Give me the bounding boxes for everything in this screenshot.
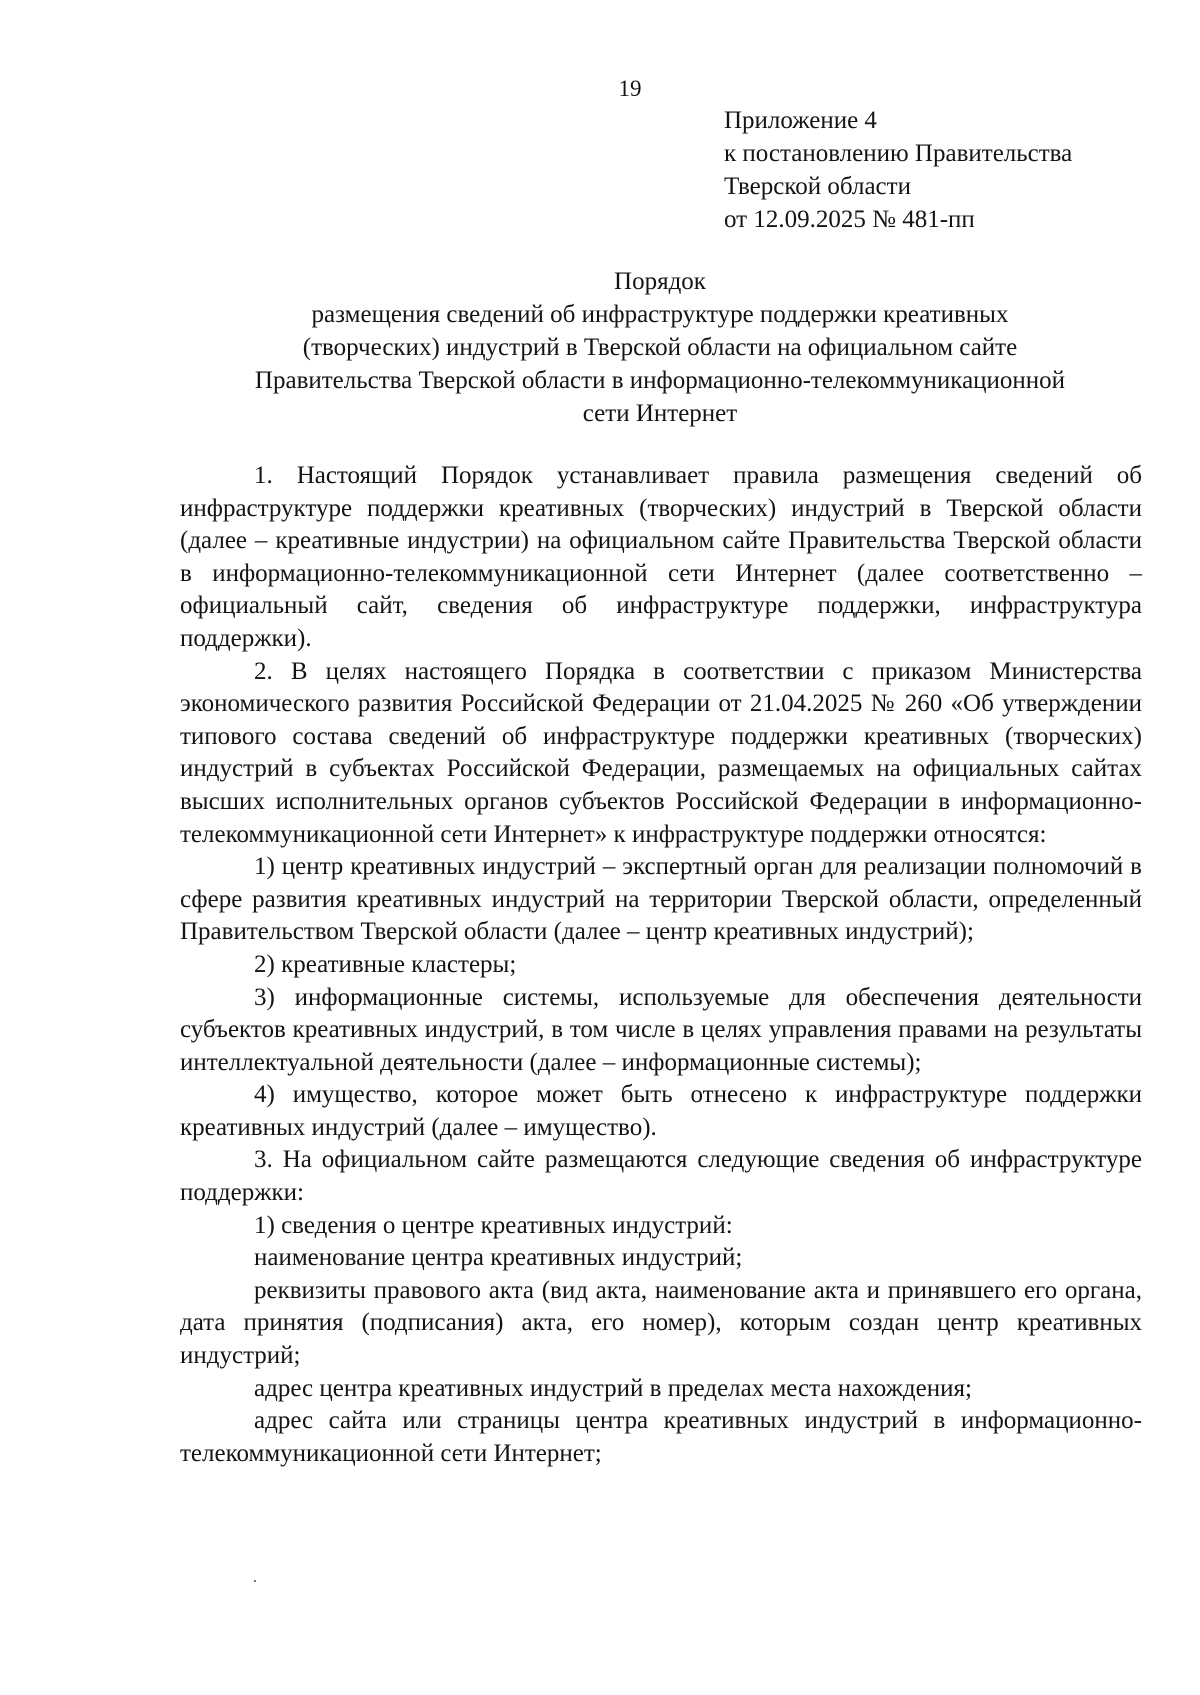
paragraph: 1. Настоящий Порядок устанавливает правила размещения сведений об инфраструктуре поддержки креативных (творческих) индустрий в Тверской области (далее – креативные индустрии) на официальном сайте Правительства Тверской области в информационно-телекоммуникационной сети Интернет (далее соответственно – официальный сайт, сведения об инфраструктуре поддержки, инфраструктура поддержки). — [180, 462, 1142, 652]
paragraph: 1) центр креативных индустрий – экспертный орган для реализации полномочий в сфере развития креативных индустрий на территории Тверской области, определенный Правительством Тверской области (далее – центр креативных индустрий); — [180, 853, 1142, 946]
page-number: 19 — [618, 76, 642, 101]
title-line: Правительства Тверской области в информационно-телекоммуникационной — [254, 367, 1066, 394]
paragraph: реквизиты правового акта (вид акта, наименование акта и принявшего его органа, дата принятия (подписания) акта, его номер), которым создан центр креативных индустрий; — [180, 1276, 1142, 1370]
paragraph: адрес сайта или страницы центра креативных индустрий в информационно-телекоммуникационной сети Интернет; — [180, 1407, 1142, 1467]
paragraph: 2. В целях настоящего Порядка в соответствии с приказом Министерства экономического развития Российской Федерации от 21.04.2025 № 260 «Об утверждении типового состава сведений об инфраструктуре поддержки креативных (творческих) индустрий в субъектах Российской Федерации, размещаемых на официальных сайтах высших исполнительных органов субъектов Российской Федерации в информационно-телекоммуникационной сети Интернет» к инфраструктуре поддержки относятся: — [180, 657, 1142, 848]
paragraph: 3) информационные системы, используемые для обеспечения деятельности субъектов креативных индустрий, в том числе в целях управления правами на результаты интеллектуальной деятельности (далее – информационные системы); — [180, 983, 1142, 1076]
title-line: сети Интернет — [582, 400, 738, 427]
appendix-header — [724, 104, 1072, 236]
paragraph: адрес центра креативных индустрий в пределах места нахождения; — [254, 1374, 972, 1402]
appendix-line: от 12.09.2025 № 481-пп — [724, 206, 975, 233]
title-line: Порядок — [614, 268, 706, 295]
paragraph: наименование центра креативных индустрий; — [254, 1244, 743, 1272]
document-body — [180, 460, 1142, 1470]
paragraph: 1) сведения о центре креативных индустрий: — [254, 1211, 733, 1239]
scan-dot — [254, 1580, 256, 1582]
appendix-line: Тверской области — [724, 173, 911, 200]
paragraph: 4) имущество, которое может быть отнесено к инфраструктуре поддержки креативных индустрий (далее – имущество). — [180, 1081, 1142, 1141]
document-title — [180, 265, 1140, 430]
title-line: (творческих) индустрий в Тверской области на официальном сайте — [302, 334, 1018, 361]
paragraph: 2) креативные кластеры; — [254, 950, 517, 978]
title-line: размещения сведений об инфраструктуре поддержки креативных — [311, 301, 1009, 328]
appendix-line: Приложение 4 — [724, 107, 877, 134]
paragraph: 3. На официальном сайте размещаются следующие сведения об инфраструктуре поддержки: — [180, 1146, 1142, 1207]
appendix-line: к постановлению Правительства — [724, 140, 1073, 167]
